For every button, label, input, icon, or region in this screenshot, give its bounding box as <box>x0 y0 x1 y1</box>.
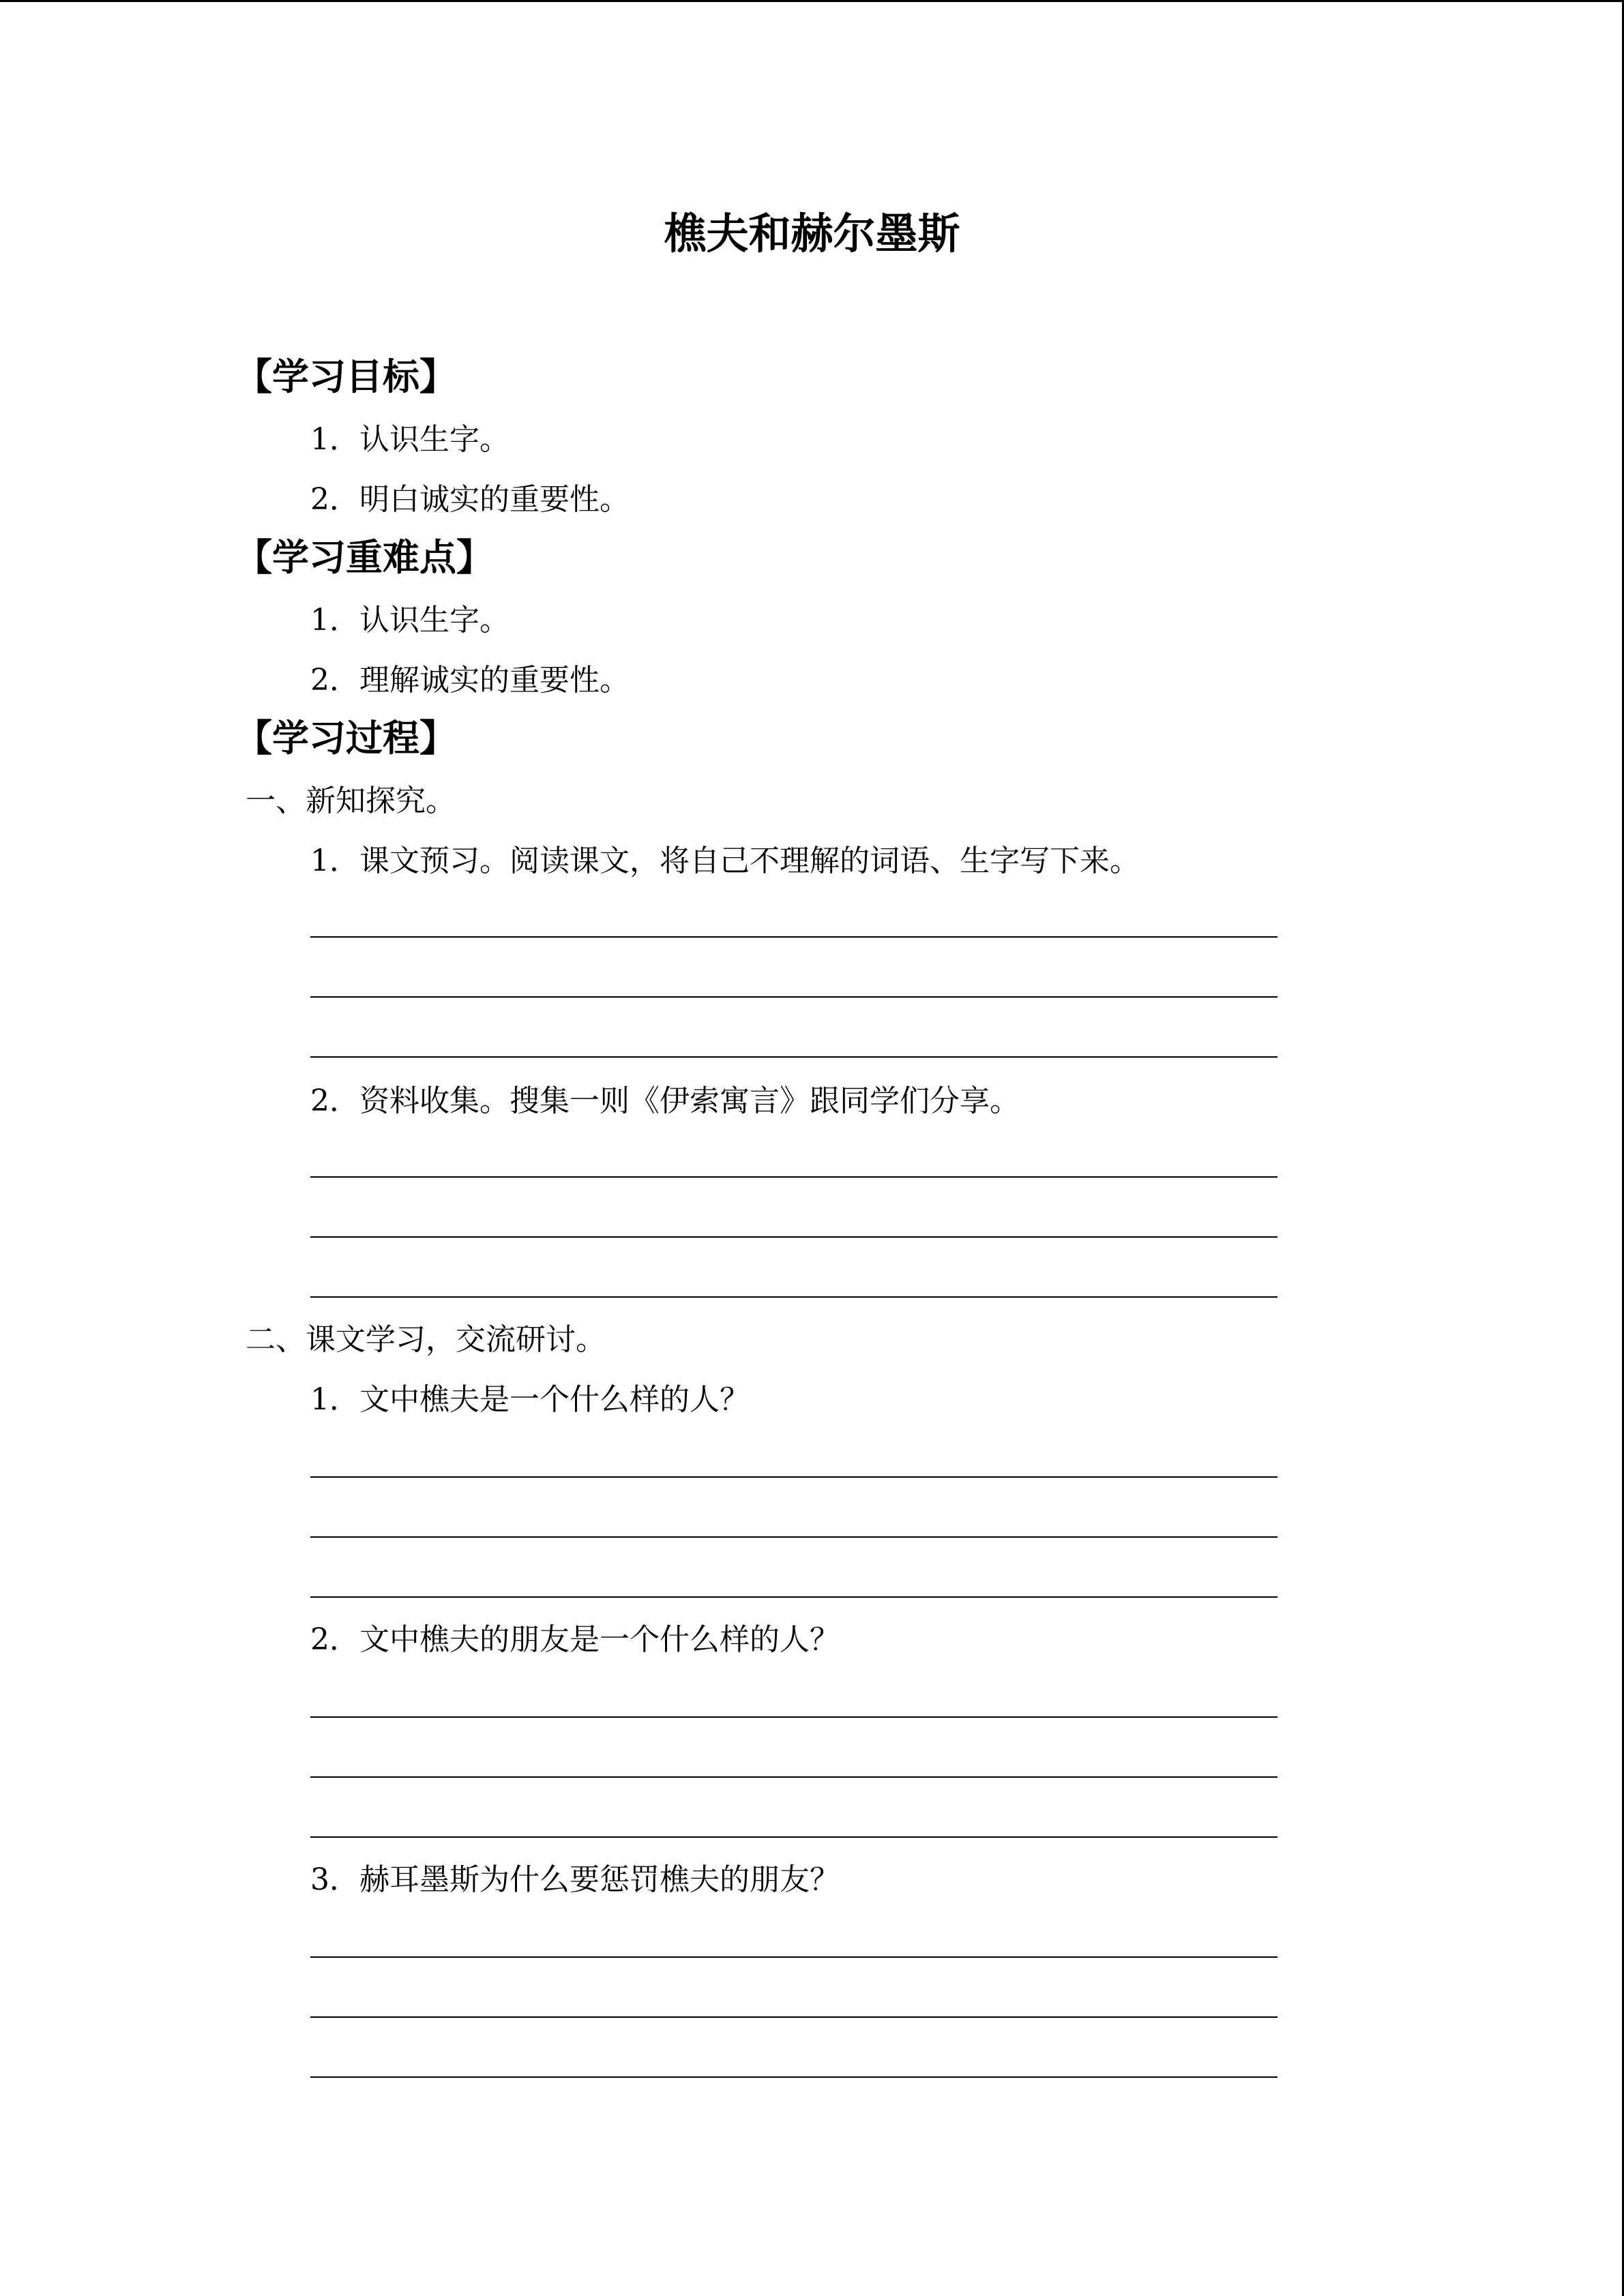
section-title: 二、课文学习，交流研讨。 <box>246 1322 606 1357</box>
key-points-heading: 【学习重难点】 <box>235 536 493 579</box>
answer-line[interactable] <box>310 2076 1278 2078</box>
answer-line[interactable] <box>310 1236 1278 1238</box>
objective-item: 2．明白诚实的重要性。 <box>310 482 630 517</box>
question-item: 1．文中樵夫是一个什么样的人？ <box>310 1382 750 1417</box>
answer-line[interactable] <box>310 1176 1278 1178</box>
answer-line[interactable] <box>310 1776 1278 1778</box>
answer-line[interactable] <box>310 936 1278 938</box>
answer-line[interactable] <box>310 1596 1278 1598</box>
process-heading: 【学习过程】 <box>235 717 456 760</box>
answer-line[interactable] <box>310 1536 1278 1538</box>
question-item: 1．课文预习。阅读课文，将自己不理解的词语、生字写下来。 <box>310 844 1140 878</box>
page-title: 樵夫和赫尔墨斯 <box>664 209 960 258</box>
objective-item: 1．认识生字。 <box>310 422 510 457</box>
objectives-heading: 【学习目标】 <box>235 355 456 398</box>
section-title: 一、新知探究。 <box>246 784 456 818</box>
answer-line[interactable] <box>310 1956 1278 1958</box>
question-item: 2．资料收集。搜集一则《伊索寓言》跟同学们分享。 <box>310 1084 1020 1118</box>
answer-line[interactable] <box>310 1836 1278 1838</box>
answer-line[interactable] <box>310 1296 1278 1298</box>
answer-line[interactable] <box>310 1056 1278 1058</box>
answer-line[interactable] <box>310 1716 1278 1718</box>
question-item: 3．赫耳墨斯为什么要惩罚樵夫的朋友？ <box>310 1862 840 1897</box>
answer-line[interactable] <box>310 2016 1278 2018</box>
answer-line[interactable] <box>310 996 1278 998</box>
key-point-item: 2．理解诚实的重要性。 <box>310 663 630 698</box>
key-point-item: 1．认识生字。 <box>310 603 510 638</box>
answer-line[interactable] <box>310 1476 1278 1478</box>
question-item: 2．文中樵夫的朋友是一个什么样的人？ <box>310 1622 840 1657</box>
